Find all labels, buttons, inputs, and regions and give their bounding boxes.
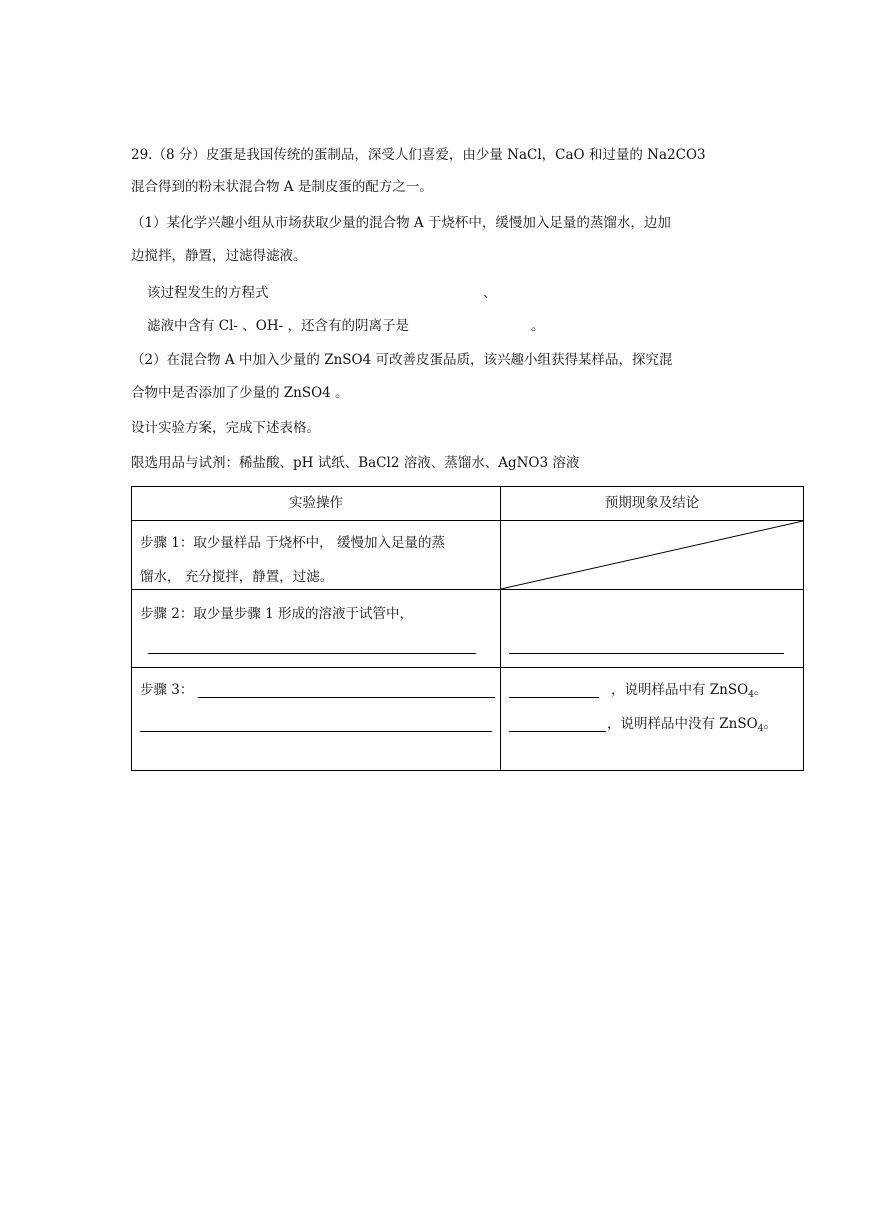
reagents-list: 限选用品与试剂：稀盐酸、pH 试纸、BaCl2 溶液、蒸馏水、AgNO3 溶液 <box>131 455 580 471</box>
step3-label: 步骤 3： <box>140 682 194 698</box>
result-yes-text <box>611 680 767 705</box>
header-result <box>501 487 804 521</box>
question-line-2: 混合得到的粉末状混合物 A 是制皮蛋的配方之一。 <box>131 179 433 195</box>
equation-label: 该过程发生的方程式 <box>147 285 269 301</box>
filtrate-end: 。 <box>531 318 545 334</box>
part1-line-1: （1）某化学兴趣小组从市场获取少量的混合物 A 于烧杯中，缓慢加入足量的蒸馏水，边加 <box>131 215 671 231</box>
step2-answer-blank[interactable] <box>148 653 476 654</box>
part2-line-2: 合物中是否添加了少量的 ZnSO4 。 <box>131 385 349 401</box>
step3-answer-blank-1[interactable] <box>198 697 495 698</box>
step2-result-blank[interactable] <box>509 653 784 654</box>
table-row-step3 <box>132 668 804 771</box>
step2-result-cell <box>501 590 804 668</box>
result-yes-period: 。 <box>753 682 768 698</box>
result-no-period: 。 <box>763 716 777 732</box>
part1-line-2: 边搅拌，静置，过滤得滤液。 <box>131 248 307 264</box>
part2-line-1: （2）在混合物 A 中加入少量的 ZnSO4 可改善皮蛋品质，该兴趣小组获得某样品，探究混 <box>131 352 673 368</box>
header-result-label: 预期现象及结论 <box>604 495 700 511</box>
experiment-table <box>131 486 804 771</box>
header-operation-label: 实验操作 <box>289 495 343 511</box>
step1-line-2: 馏水， 充分搅拌，静置，过滤。 <box>140 569 334 585</box>
step2-cell <box>132 590 501 668</box>
filtrate-text: 滤液中含有 Cl- 、OH- ，还含有的阴离子是 <box>147 318 409 334</box>
result-no-label: ，说明样品中没有 ZnSO <box>607 716 758 732</box>
result-no-subscript: 4 <box>757 724 764 734</box>
step3-cell <box>132 668 501 771</box>
table-row-step1 <box>132 521 804 590</box>
result-no-blank[interactable] <box>509 731 606 732</box>
table-header-row <box>132 487 804 521</box>
question-line-1: 29.（8 分）皮蛋是我国传统的蛋制品，深受人们喜爱，由少量 NaCl，CaO 和过量的 Na2CO3 <box>131 147 706 163</box>
step1-cell <box>132 521 501 590</box>
diagonal-slash <box>501 521 803 589</box>
step3-result-cell <box>501 668 804 771</box>
result-yes-subscript: 4 <box>748 690 754 700</box>
step1-line-1: 步骤 1：取少量样品 于烧杯中， 缓慢加入足量的蒸 <box>140 535 445 551</box>
result-yes-blank[interactable] <box>509 697 599 698</box>
result-yes-label: ，说明样品中有 ZnSO <box>611 682 749 698</box>
step2-text: 步骤 2：取少量步骤 1 形成的溶液于试管中， <box>140 606 414 622</box>
table-row-step2 <box>132 590 804 668</box>
design-instruction: 设计实验方案，完成下述表格。 <box>131 420 320 436</box>
header-operation <box>132 487 501 521</box>
result-no-text <box>607 714 777 739</box>
equation-separator: 、 <box>483 285 497 301</box>
step3-answer-blank-2[interactable] <box>140 731 492 732</box>
step1-result-cell <box>501 521 804 590</box>
